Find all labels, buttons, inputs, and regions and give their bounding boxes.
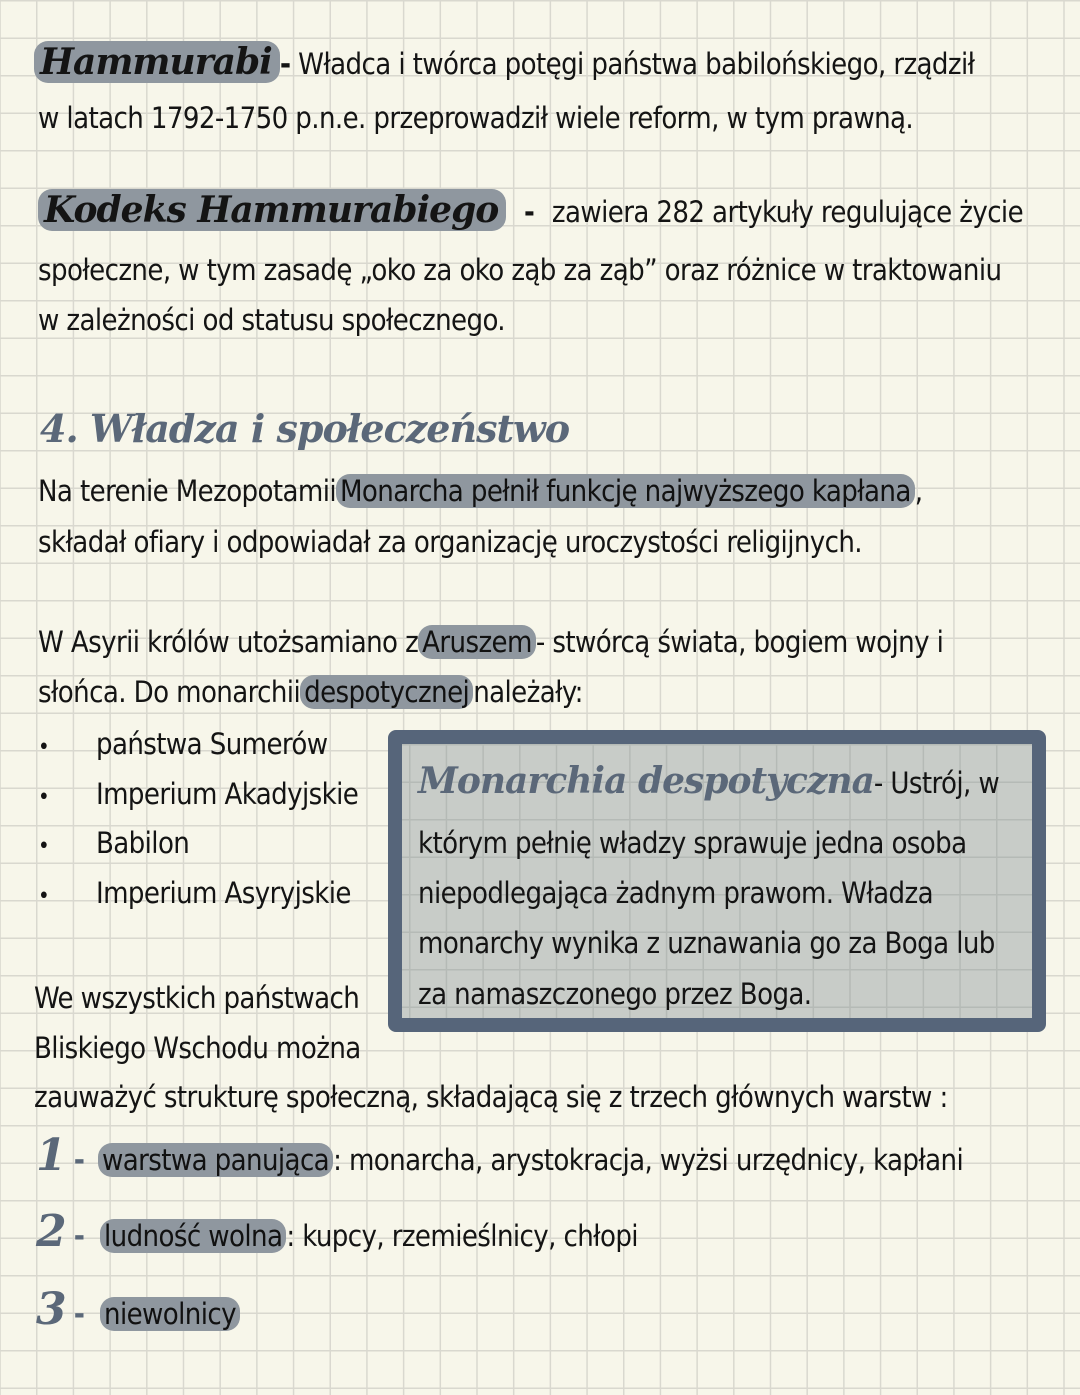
term-kodeks-hammurabiego: Kodeks Hammurabiego: [38, 189, 506, 231]
kodeks-definition-line3: w zależności od statusu społecznego.: [38, 303, 505, 337]
bullet-icon: •: [38, 834, 50, 859]
hammurabi-definition-line1: [34, 41, 975, 83]
highlight-despotycznej: despotycznej: [300, 675, 473, 709]
layer-item-1: [36, 1130, 964, 1181]
highlight-monarcha-kaplan: Monarcha pełnił funkcję najwyższego kapłana: [336, 474, 915, 508]
text: - Ustrój, w: [873, 766, 1000, 800]
structure-line3: zauważyć strukturę społeczną, składającą się z trzech głównych warstw :: [34, 1080, 948, 1114]
kodeks-text: zawiera 282 artykuły regulujące życie: [551, 195, 1024, 229]
section-heading: 4. Władza i społeczeństwo: [40, 406, 570, 451]
layer-number: 2: [36, 1206, 67, 1257]
definition-box-line: niepodlegająca żadnym prawom. Władza: [418, 876, 933, 910]
layer-description: : monarcha, arystokracja, wyżsi urzędnicy, kapłani: [333, 1143, 964, 1177]
definition-box-title-line: [418, 760, 999, 802]
layer-description: : kupcy, rzemieślnicy, chłopi: [286, 1219, 638, 1253]
asyria-line1: [38, 625, 944, 659]
list-item: [38, 876, 351, 910]
list-item: [38, 777, 359, 811]
text: należały:: [473, 675, 583, 709]
structure-line1: We wszystkich państwach: [34, 981, 360, 1015]
layer-item-3: [36, 1284, 240, 1335]
hammurabi-text: Władca i twórca potęgi państwa babilońskiego, rządził: [298, 47, 975, 81]
layer-name-highlight: ludność wolna: [100, 1219, 286, 1253]
layer-number: 3: [36, 1284, 67, 1335]
layer-number: 1: [36, 1130, 67, 1181]
definition-box-monarchia-despotyczna: [388, 730, 1046, 1032]
layer-dash: -: [73, 1143, 85, 1178]
definition-box-line: którym pełnię władzy sprawuje jedna osoba: [418, 826, 967, 860]
definition-box-line: monarchy wynika z uznawania go za Boga lub: [418, 926, 995, 960]
text: Na terenie Mezopotamii: [38, 474, 337, 508]
kodeks-definition-line2: społeczne, w tym zasadę „oko za oko ząb za ząb” oraz różnice w traktowaniu: [38, 253, 1002, 287]
layer-name-highlight: warstwa panująca: [98, 1143, 333, 1177]
asyria-line2: [38, 675, 583, 709]
bullet-icon: •: [38, 884, 50, 909]
layer-dash: -: [73, 1297, 85, 1332]
term-hammurabi: Hammurabi: [34, 41, 280, 83]
text: ,: [914, 474, 923, 508]
text: - stwórcą świata, bogiem wojny i: [535, 625, 944, 659]
list-item-label: Imperium Asyryjskie: [96, 876, 351, 910]
structure-line2: Bliskiego Wschodu można: [34, 1031, 361, 1065]
term-monarchia-despotyczna: Monarchia despotyczna: [418, 760, 874, 802]
list-item: [38, 826, 190, 860]
layer-dash: -: [73, 1219, 85, 1254]
list-item-label: Imperium Akadyjskie: [96, 777, 359, 811]
bullet-icon: •: [38, 785, 50, 810]
hammurabi-definition-line2: w latach 1792-1750 p.n.e. przeprowadził wiele reform, w tym prawną.: [38, 101, 914, 135]
highlight-aruszem: Aruszem: [418, 625, 536, 659]
bullet-icon: •: [38, 735, 50, 760]
list-item: [38, 727, 328, 761]
layer-name-highlight: niewolnicy: [100, 1297, 240, 1331]
list-item-label: Babilon: [96, 826, 190, 860]
layer-item-2: [36, 1206, 638, 1257]
separator: -: [279, 47, 291, 82]
list-item-label: państwa Sumerów: [96, 727, 328, 761]
mezopotamia-line1: [38, 474, 923, 508]
definition-box-line: za namaszczonego przez Boga.: [418, 977, 812, 1011]
text: słońca. Do monarchii: [38, 675, 301, 709]
separator: -: [523, 195, 535, 229]
text: W Asyrii królów utożsamiano z: [38, 625, 419, 659]
kodeks-definition-line1: [38, 189, 1024, 231]
mezopotamia-line2: składał ofiary i odpowiadał za organizację uroczystości religijnych.: [38, 525, 862, 559]
